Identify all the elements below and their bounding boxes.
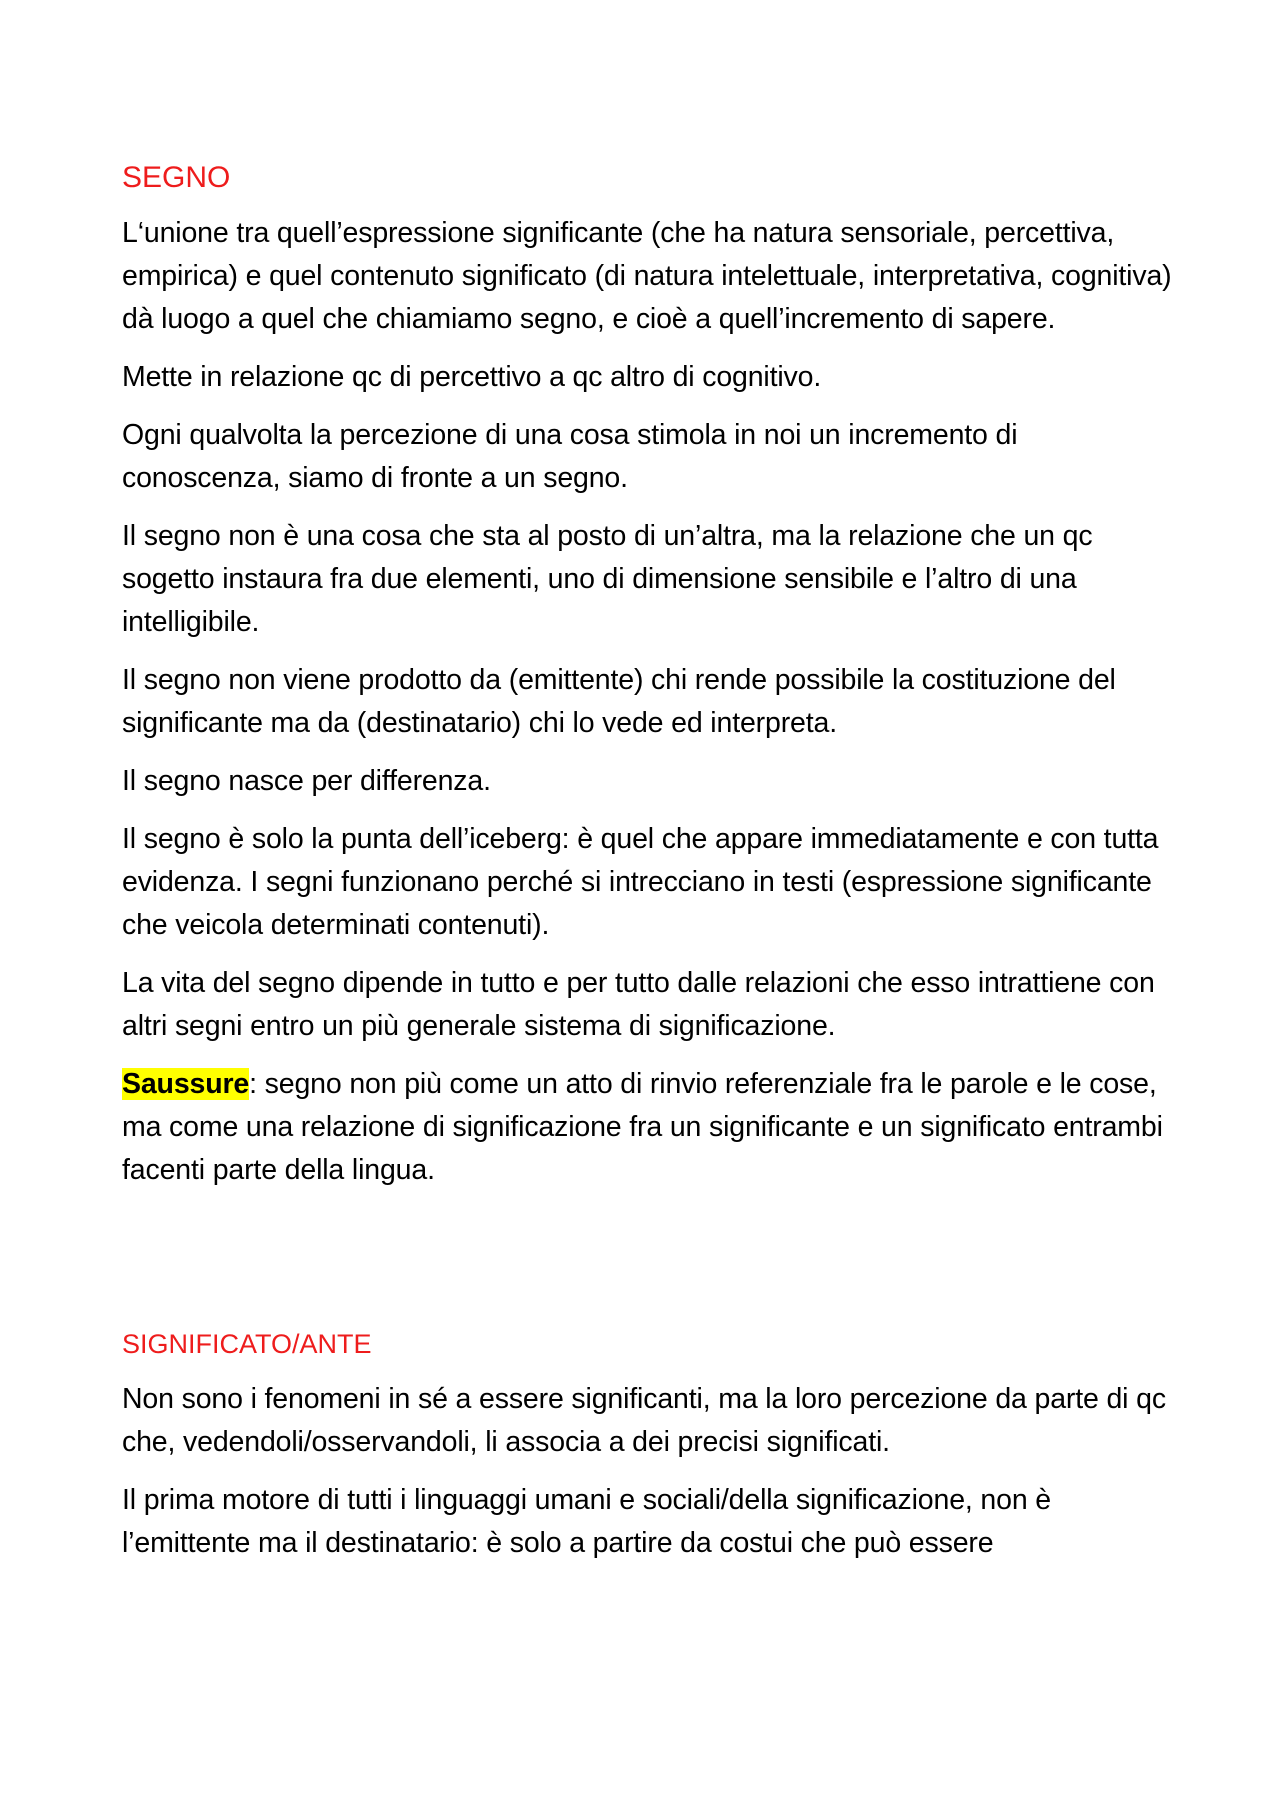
paragraph: Non sono i fenomeni in sé a essere significanti, ma la loro percezione da parte di qc che, vedendoli/osservandoli, li associa a dei precisi significati. xyxy=(122,1383,1166,1458)
heading-segno: SEGNO xyxy=(122,161,231,194)
paragraph: Ogni qualvolta la percezione di una cosa stimola in noi un incremento di conoscenza, siamo di fronte a un segno. xyxy=(122,419,1018,494)
paragraph: Mette in relazione qc di percettivo a qc altro di cognitivo. xyxy=(122,361,822,393)
paragraph: Il segno nasce per differenza. xyxy=(122,765,491,797)
document-page xyxy=(122,156,1182,1580)
paragraph: Il prima motore di tutti i linguaggi umani e sociali/della significazione, non è l’emittente ma il destinatario: è solo a partire da costui che può essere xyxy=(122,1484,1052,1559)
paragraph: L‘unione tra quell’espressione significante (che ha natura sensoriale, percettiva, empirica) e quel contenuto significato (di natura intelettuale, interpretativa, cognitiva) dà luogo a quel che chiamiamo segno, e cioè a quell’incremento di sapere. xyxy=(122,217,1172,335)
section-significato xyxy=(122,1322,1182,1565)
paragraph: Il segno non è una cosa che sta al posto di un’altra, ma la relazione che un qc sogetto instaura fra due elementi, uno di dimensione sensibile e l’altro di una intelligibile. xyxy=(122,520,1093,638)
paragraph-saussure xyxy=(122,1063,1182,1192)
paragraph: Il segno è solo la punta dell’iceberg: è quel che appare immediatamente e con tutta evidenza. I segni funzionano perché si intrecciano in testi (espressione significante che veicola determinati contenuti). xyxy=(122,823,1159,941)
paragraph: Il segno non viene prodotto da (emittente) chi rende possibile la costituzione del significante ma da (destinatario) chi lo vede ed interpreta. xyxy=(122,664,1116,739)
paragraph: La vita del segno dipende in tutto e per tutto dalle relazioni che esso intrattiene con altri segni entro un più generale sistema di significazione. xyxy=(122,967,1155,1042)
highlighted-term-saussure: Saussure xyxy=(122,1068,250,1100)
section-segno xyxy=(122,156,1182,1192)
saussure-definition: : segno non più come un atto di rinvio referenziale fra le parole e le cose, ma come una relazione di significazione fra un significante e un significato entrambi facenti parte della lingua. xyxy=(122,1068,1163,1186)
heading-significato-ante: SIGNIFICATO/ANTE xyxy=(122,1329,372,1359)
